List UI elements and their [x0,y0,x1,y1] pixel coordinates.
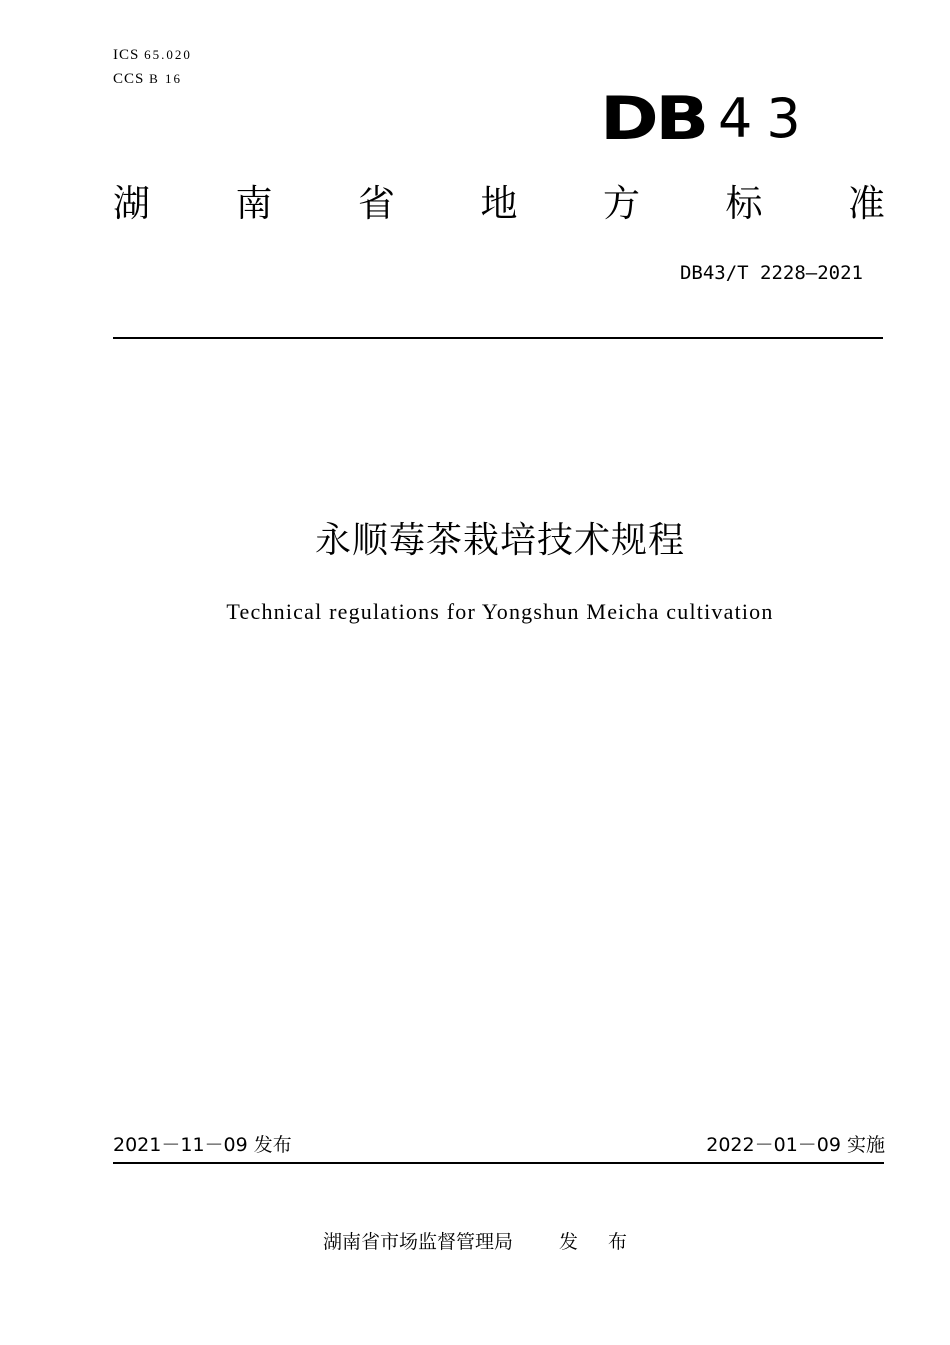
standard-type-title [113,181,885,227]
ics-code: 65.020 [144,47,192,62]
standard-type-char: 湖 [113,182,150,225]
db-logo-number: 43 [718,87,815,150]
db43-logo [600,84,815,154]
standard-type-char: 南 [235,182,273,225]
standard-type-char: 方 [603,182,640,225]
issuer-action: 发 布 [559,1231,640,1253]
issuer-line [323,1229,639,1255]
issuer-name: 湖南省市场监督管理局 [323,1231,514,1253]
standard-type-char: 地 [480,182,518,225]
publish-date: 2021－11－09 发布 [113,1134,292,1156]
standard-type-char: 标 [725,182,763,225]
document-title-english: Technical regulations for Yongshun Meicha cultivation [226,599,774,624]
top-divider [113,337,883,339]
ccs-label: CCS [113,71,145,87]
ccs-classification [113,69,182,89]
ics-label: ICS [113,47,140,63]
document-title-chinese: 永顺莓茶栽培技术规程 [314,520,685,561]
standard-type-char: 省 [358,182,395,225]
standard-number: DB43/T 2228—2021 [679,262,863,284]
ccs-code: B 16 [149,71,183,86]
ics-classification [113,45,192,65]
standard-type-char: 准 [848,182,885,225]
implement-date: 2022－01－09 实施 [706,1134,885,1156]
db-logo-mark: DB [600,84,706,154]
bottom-divider [113,1162,884,1164]
